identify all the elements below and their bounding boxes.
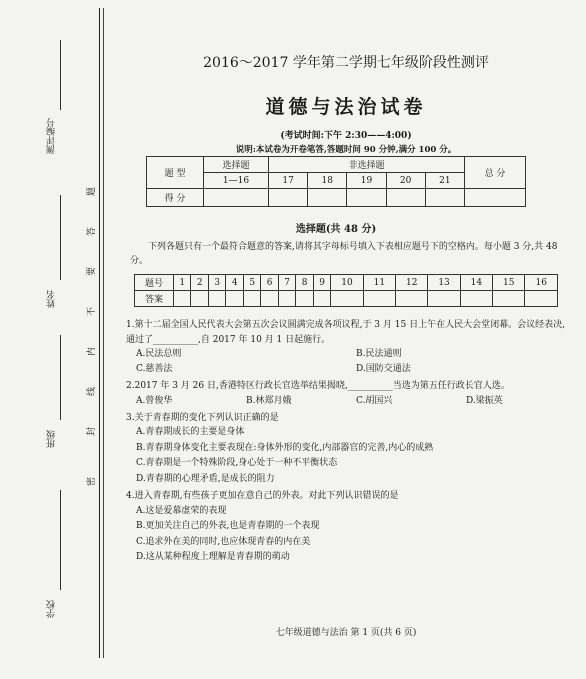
side-field-class-label: 班级 xyxy=(47,430,57,448)
question-option: B.林郑月娥 xyxy=(246,395,292,406)
answer-number-cell: 15 xyxy=(493,275,525,291)
exam-note: 说明:本试卷为开卷笔答,答题时间 90 分钟,满分 100 分。 xyxy=(235,145,457,155)
score-table-cell: 19 xyxy=(347,173,386,189)
side-field-id-label: 测评编号 xyxy=(47,118,57,154)
score-entry-cell[interactable] xyxy=(425,189,464,207)
score-entry-cell[interactable] xyxy=(308,189,347,207)
seal-char: 答 xyxy=(87,226,98,237)
answer-number-cell: 14 xyxy=(460,275,492,291)
score-entry-cell[interactable] xyxy=(204,189,269,207)
score-table-header: 题 型 xyxy=(147,157,204,189)
answer-number-cell: 1 xyxy=(174,275,191,291)
question-item xyxy=(126,379,566,409)
section-intro-text: 下列各题只有一个最符合题意的答案,请将其字母标号填入下表相应题号下的空格内。每小题 3 分,共 48 分。 xyxy=(130,242,558,266)
answer-entry-cell[interactable] xyxy=(243,291,260,307)
seal-char: 不 xyxy=(87,306,98,317)
question-option: A.青春期成长的主要是身体 xyxy=(136,427,245,437)
section-intro xyxy=(130,240,560,268)
question-item xyxy=(126,489,566,566)
side-field-line xyxy=(60,195,61,280)
answer-entry-cell[interactable] xyxy=(460,291,492,307)
answer-entry-cell[interactable] xyxy=(191,291,208,307)
score-table xyxy=(146,156,526,207)
seal-char: 要 xyxy=(87,266,98,277)
question-option: A.这是爱慕虚荣的表现 xyxy=(136,505,227,516)
score-table-header: 选择题 xyxy=(204,157,269,173)
score-entry-cell[interactable] xyxy=(386,189,425,207)
binding-line xyxy=(103,8,104,658)
score-entry-cell[interactable] xyxy=(269,189,308,207)
answer-number-cell: 13 xyxy=(428,275,460,291)
question-option: A.曾俊华 xyxy=(136,395,173,406)
answer-number-cell: 7 xyxy=(278,275,295,291)
answer-number-cell: 3 xyxy=(208,275,225,291)
side-field-school-label: 学校 xyxy=(47,600,57,618)
question-options xyxy=(126,394,566,409)
binding-margin xyxy=(0,0,110,679)
answer-entry-cell[interactable] xyxy=(363,291,395,307)
answer-number-cell: 6 xyxy=(261,275,278,291)
question-list xyxy=(126,318,566,568)
answer-number-cell: 4 xyxy=(226,275,243,291)
question-option: B.青春期身体变化主要表现在:身体外形的变化,内部器官的完善,内心的成熟 xyxy=(136,442,434,453)
question-option: C.追求外在美的同时,也应体现青春的内在美 xyxy=(136,536,311,547)
seal-char: 线 xyxy=(87,386,98,397)
answer-entry-cell[interactable] xyxy=(331,291,363,307)
side-field-name-label: 姓名 xyxy=(47,290,57,308)
question-option: C.胡国兴 xyxy=(356,395,393,406)
answer-number-cell: 11 xyxy=(363,275,395,291)
score-entry-cell[interactable] xyxy=(465,189,526,207)
answer-entry-cell[interactable] xyxy=(261,291,278,307)
seal-char: 题 xyxy=(87,186,98,197)
question-item xyxy=(126,318,566,377)
answer-entry-cell[interactable] xyxy=(525,291,558,307)
answer-table-header: 答案 xyxy=(135,291,174,307)
answer-entry-cell[interactable] xyxy=(296,291,313,307)
answer-number-cell: 12 xyxy=(396,275,428,291)
question-options xyxy=(126,347,566,377)
answer-entry-cell[interactable] xyxy=(428,291,460,307)
score-table-cell: 17 xyxy=(269,173,308,189)
question-option: C.青春期是一个特殊阶段,身心处于一种不平衡状态 xyxy=(136,458,338,468)
side-field-line xyxy=(60,40,61,110)
side-field-line xyxy=(60,335,61,420)
question-option: B.更加关注自己的外表,也是青春期的一个表现 xyxy=(136,521,320,531)
score-table-header: 得 分 xyxy=(147,189,204,207)
page-footer: 七年级道德与法治 第 1 页(共 6 页) xyxy=(275,628,417,638)
answer-number-cell: 5 xyxy=(243,275,260,291)
answer-entry-cell[interactable] xyxy=(174,291,191,307)
exam-time: (考试时间:下午 2:30——4:00) xyxy=(280,131,412,141)
score-table-cell: 21 xyxy=(425,173,464,189)
binding-line xyxy=(99,8,100,658)
question-option: D.青春期的心理矛盾,是成长的阻力 xyxy=(136,473,275,484)
side-field-line xyxy=(60,490,61,590)
question-option: D.这从某种程度上理解是青春期的萌动 xyxy=(136,552,290,562)
answer-entry-cell[interactable] xyxy=(313,291,330,307)
question-stem: 4.进入青春期,有些孩子更加在意自己的外表。对此下列认识错误的是 xyxy=(126,491,399,501)
question-option: C.慈善法 xyxy=(136,364,173,374)
question-option: D.梁振英 xyxy=(466,395,503,406)
answer-entry-cell[interactable] xyxy=(278,291,295,307)
score-table-header: 非选择题 xyxy=(269,157,465,173)
question-option: B.民法通则 xyxy=(356,349,402,359)
seal-char: 密 xyxy=(87,476,98,487)
score-table-header: 总 分 xyxy=(465,157,526,189)
score-table-cell: 20 xyxy=(386,173,425,189)
answer-number-cell: 10 xyxy=(331,275,363,291)
seal-char: 封 xyxy=(87,426,98,437)
answer-number-cell: 9 xyxy=(313,275,330,291)
answer-entry-cell[interactable] xyxy=(208,291,225,307)
question-stem: 1.第十二届全国人民代表大会第五次会议圆满完成各项议程,于 3 月 15 日上午在人民大会堂闭幕。会议经表决,通过了__________,自 2017 年 10 月 1 日起施行。 xyxy=(126,320,565,345)
score-entry-cell[interactable] xyxy=(347,189,386,207)
question-option: D.国防交通法 xyxy=(356,364,411,374)
answer-number-cell: 16 xyxy=(525,275,558,291)
question-stem: 3.关于青春期的变化下列认识正确的是 xyxy=(126,412,279,423)
score-table-cell: 18 xyxy=(308,173,347,189)
score-table-cell: 1—16 xyxy=(204,173,269,189)
question-stem: 2.2017 年 3 月 26 日,香港特区行政长官选举结果揭晓,__________当选为第五任行政长官人选。 xyxy=(126,381,510,391)
question-option: A.民法总则 xyxy=(136,349,182,359)
seal-char: 内 xyxy=(87,346,98,357)
answer-number-cell: 8 xyxy=(296,275,313,291)
subject-title: 道德与法治试卷 xyxy=(265,96,427,118)
answer-entry-cell[interactable] xyxy=(396,291,428,307)
answer-entry-cell[interactable] xyxy=(493,291,525,307)
exam-title: 2016～2017 学年第二学期七年级阶段性测评 xyxy=(203,55,489,71)
section-title: 选择题(共 48 分) xyxy=(295,224,377,235)
answer-number-cell: 2 xyxy=(191,275,208,291)
answer-entry-cell[interactable] xyxy=(226,291,243,307)
question-item xyxy=(126,411,566,488)
answer-table-header: 题号 xyxy=(135,275,174,291)
answer-table xyxy=(134,274,558,307)
